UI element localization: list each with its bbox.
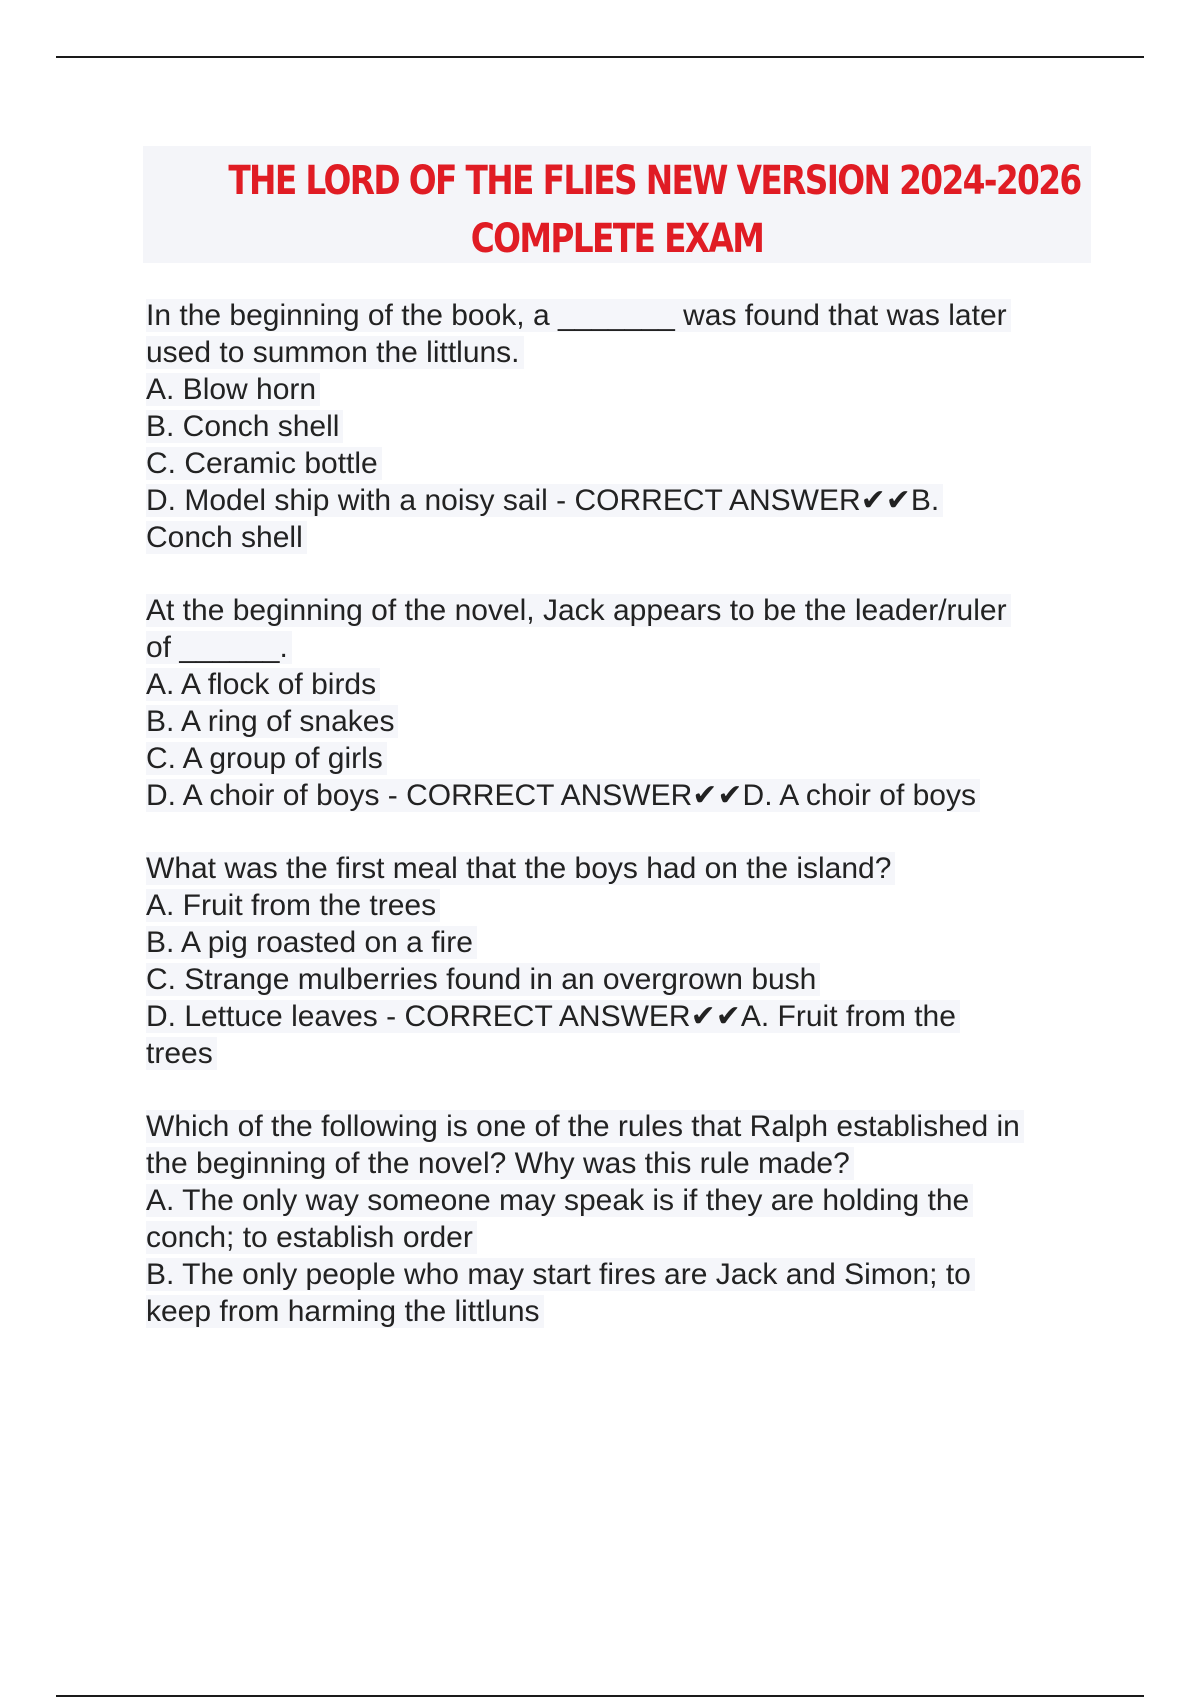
option-b: B. Conch shell: [146, 410, 343, 443]
question-1: [146, 297, 1096, 556]
question-2: [146, 592, 1096, 814]
question-2-text: At the beginning of the novel, Jack appears to be the leader/ruler: [146, 594, 1011, 627]
option-a: A. The only way someone may speak is if they are holding the: [146, 1184, 973, 1217]
exam-content: [146, 297, 1096, 1366]
option-d-with-answer: D. Lettuce leaves - CORRECT ANSWER✔✔A. Fruit from the: [146, 1000, 960, 1033]
option-b: B. The only people who may start fires are Jack and Simon; to: [146, 1258, 975, 1291]
title-line-2: COMPLETE EXAM: [470, 216, 764, 262]
option-b: keep from harming the littluns: [146, 1295, 544, 1328]
question-3-text: What was the first meal that the boys had on the island?: [146, 852, 895, 885]
question-3: [146, 850, 1096, 1072]
bottom-rule: [56, 1695, 1144, 1697]
option-d-with-answer: D. A choir of boys - CORRECT ANSWER✔✔D. A choir of boys: [146, 779, 980, 812]
title-line-1: THE LORD OF THE FLIES NEW VERSION 2024-2026: [228, 158, 1081, 204]
correct-answer-text: trees: [146, 1037, 217, 1070]
top-rule: [56, 56, 1144, 58]
option-a: A. Blow horn: [146, 373, 320, 406]
question-4-text: Which of the following is one of the rules that Ralph established in: [146, 1110, 1024, 1143]
option-a: A. Fruit from the trees: [146, 889, 440, 922]
option-c: C. Strange mulberries found in an overgrown bush: [146, 963, 820, 996]
option-d-with-answer: D. Model ship with a noisy sail - CORRECT ANSWER✔✔B.: [146, 484, 943, 517]
question-2-text: of ______.: [146, 631, 292, 664]
option-a: A. A flock of birds: [146, 668, 380, 701]
option-b: B. A ring of snakes: [146, 705, 398, 738]
option-c: C. A group of girls: [146, 742, 387, 775]
correct-answer-text: Conch shell: [146, 521, 307, 554]
option-c: C. Ceramic bottle: [146, 447, 382, 480]
question-1-text: In the beginning of the book, a _______ was found that was later: [146, 299, 1011, 332]
question-4: [146, 1108, 1096, 1330]
option-b: B. A pig roasted on a fire: [146, 926, 477, 959]
question-1-text: used to summon the littluns.: [146, 336, 524, 369]
question-4-text: the beginning of the novel? Why was this rule made?: [146, 1147, 854, 1180]
option-a: conch; to establish order: [146, 1221, 477, 1254]
document-title: [143, 146, 1091, 263]
